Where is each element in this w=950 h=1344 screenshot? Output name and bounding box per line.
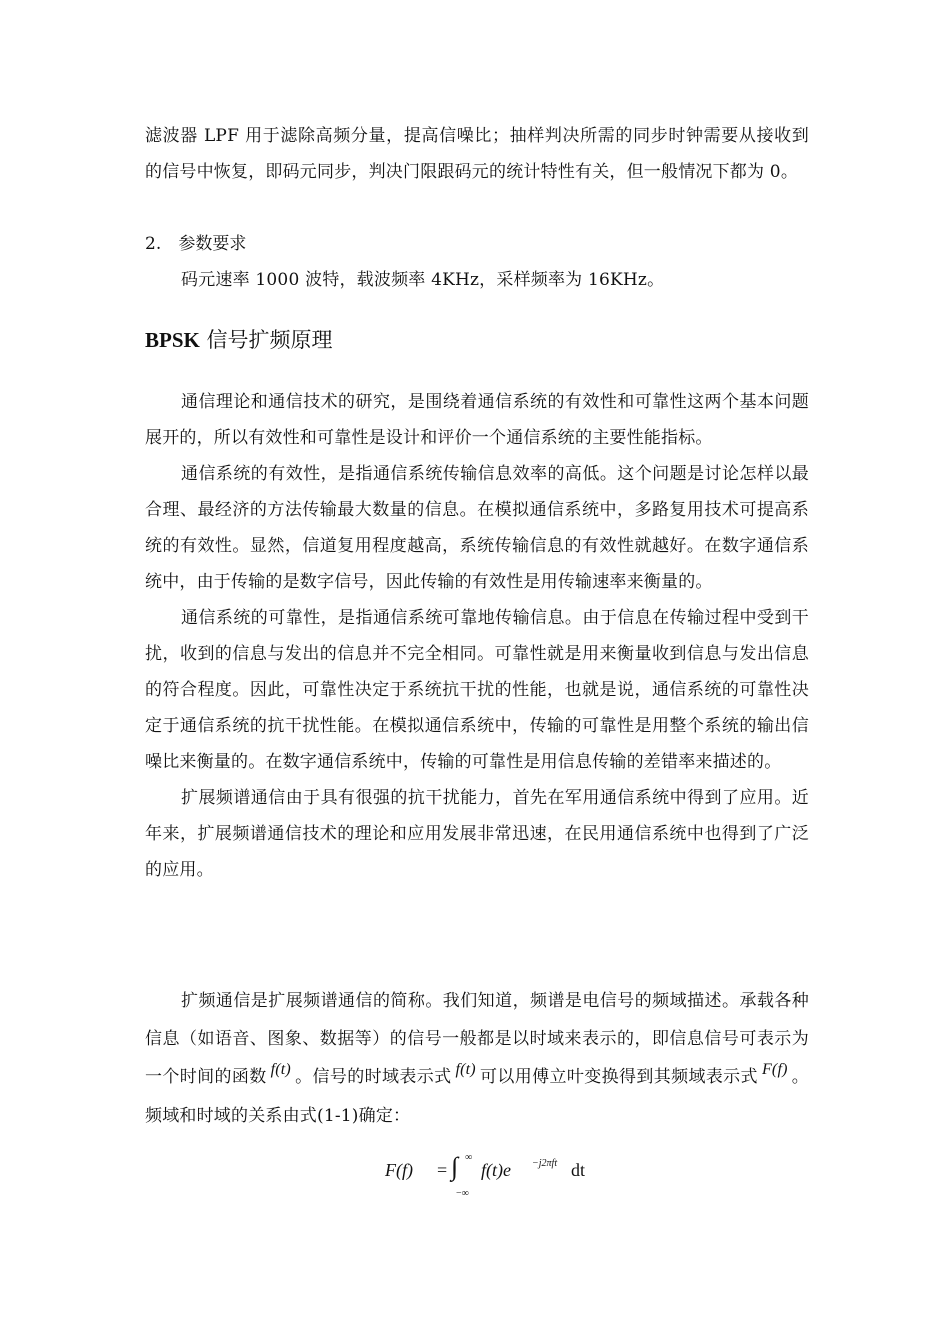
heading-latin: BPSK [145, 328, 200, 352]
math-inline: F(f) [761, 1061, 788, 1078]
math-inline: f(t) [270, 1061, 291, 1078]
formula-integrand: f(t)e [481, 1160, 511, 1180]
paragraph-params [145, 262, 809, 298]
paragraph-text: 。频域和时域的关系由式(1-1)确定： [145, 1067, 809, 1126]
paragraph [145, 982, 809, 1135]
integral-upper-limit: ∞ [465, 1152, 473, 1163]
math-inline: f(t) [455, 1061, 476, 1078]
section-heading [145, 322, 333, 358]
integral-lower-limit: −∞ [456, 1188, 469, 1199]
list-item-parameters [145, 226, 246, 262]
formula-exponent: −j2πft [532, 1158, 558, 1169]
formula-lhs: F(f) [385, 1160, 413, 1180]
paragraph-text: 扩频通信是扩展频谱通信的简称。我们知道，频谱是电信号的频域描述。承载各种信息（如语音、图象、数据等）的信号一般都是以时域来表示的，即信息信号可表示为一个时间的函数 [145, 991, 809, 1087]
list-item-number: 2. [145, 234, 162, 254]
formula-differential: dt [571, 1160, 586, 1180]
heading-rest: 信号扩频原理 [199, 328, 333, 352]
integral-sign: ∫ [451, 1152, 459, 1181]
list-item-title: 参数要求 [178, 234, 247, 254]
formula-equals: = [437, 1160, 448, 1180]
paragraph: 通信理论和通信技术的研究，是围绕着通信系统的有效性和可靠性这两个基本问题展开的，所以有效性和可靠性是设计和评价一个通信系统的主要性能指标。 [145, 392, 809, 448]
paragraph: 通信系统的有效性，是指通信系统传输信息效率的高低。这个问题是讨论怎样以最合理、最经济的方法传输最大数量的信息。在模拟通信系统中，多路复用技术可提高系统的有效性。显然，信道复用程度越高，系统传输信息的有效性就越好。在数字通信系统中，由于传输的是数字信号，因此传输的有效性是用传输速率来衡量的。 [145, 464, 809, 592]
paragraph-text: 滤波器 LPF 用于滤除高频分量，提高信噪比；抽样判决所需的同步时钟需要从接收到的信号中恢复，即码元同步，判决门限跟码元的统计特性有关，但一般情况下都为 0。 [145, 126, 809, 182]
paragraph-text: 。信号的时域表示式 [294, 1067, 452, 1087]
paragraph: 扩展频谱通信由于具有很强的抗干扰能力，首先在军用通信系统中得到了应用。近年来，扩展频谱通信技术的理论和应用发展非常迅速，在民用通信系统中也得到了广泛的应用。 [145, 788, 809, 880]
paragraph-text: 码元速率 1000 波特，载波频率 4KHz，采样频率为 16KHz。 [181, 270, 665, 290]
body-text [145, 384, 809, 888]
paragraph-text: 可以用傅立叶变换得到其频域表示式 [479, 1067, 758, 1087]
paragraph-lpf [145, 118, 809, 190]
fourier-transform-formula [385, 1150, 605, 1210]
paragraph: 通信系统的可靠性，是指通信系统可靠地传输信息。由于信息在传输过程中受到干扰，收到的信息与发出的信息并不完全相同。可靠性就是用来衡量收到信息与发出信息的符合程度。因此，可靠性决定于系统抗干扰的性能，也就是说，通信系统的可靠性决定于通信系统的抗干扰性能。在模拟通信系统中，传输的可靠性是用整个系统的输出信噪比来衡量的。在数字通信系统中，传输的可靠性是用信息传输的差错率来描述的。 [145, 608, 809, 772]
paragraph-spread-spectrum [145, 982, 809, 1135]
